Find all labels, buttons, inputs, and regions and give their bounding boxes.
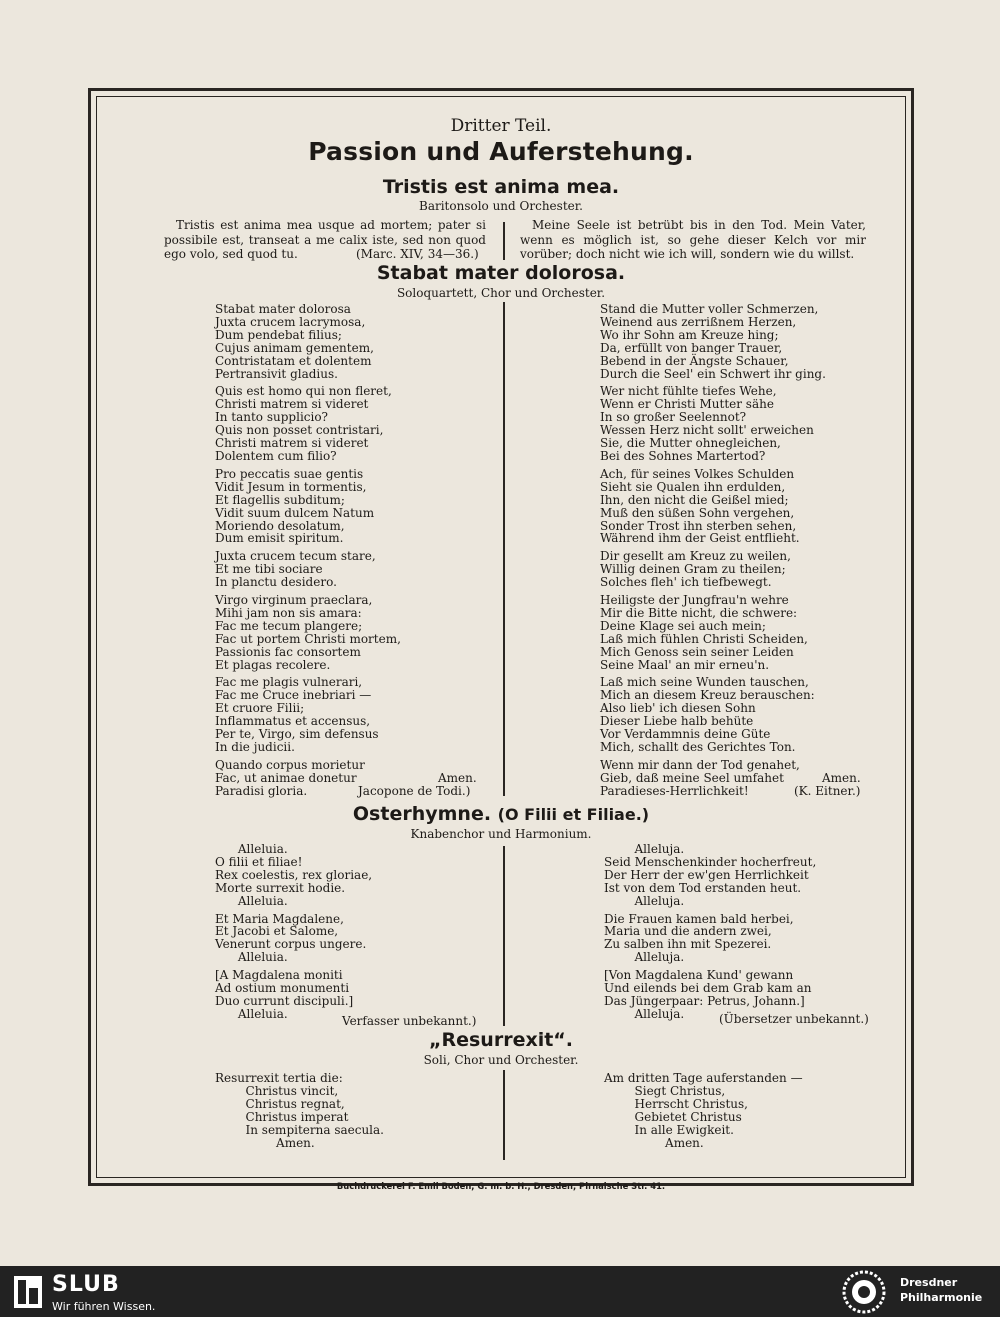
verse-line: In tanto supplicio? — [215, 410, 328, 425]
section-subtitle-oster: Knabenchor und Harmonium. — [410, 827, 592, 841]
stabat-german — [600, 303, 826, 798]
verse-line: O filii et filiae! — [215, 854, 303, 869]
verse-line: Das Jüngerpaar: Petrus, Johann.] — [604, 993, 805, 1008]
verse-line: Deine Klage sei auch mein; — [600, 618, 766, 633]
verse-line: Alleluia. — [215, 950, 288, 965]
verse-line: Moriendo desolatum, — [215, 518, 345, 533]
verse-line: Dum pendebat filius; — [215, 327, 342, 342]
verse-line: Ist von dem Tod erstanden heut. — [604, 880, 802, 895]
verse-line: Wessen Herz nicht sollt' erweichen — [600, 423, 814, 438]
verse-line: Dolentem cum filio? — [215, 448, 337, 463]
part-label: Dritter Teil. — [450, 116, 552, 136]
verse-line: Alleluja. — [604, 1006, 685, 1021]
oster-german — [604, 843, 816, 1021]
section-title-oster — [96, 803, 906, 825]
verse-line: Christi matrem si videret — [215, 436, 369, 451]
verse-line: Paradieses-Herrlichkeit! — [600, 783, 749, 798]
verse-line: Sonder Trost ihn sterben sehen, — [600, 518, 797, 533]
verse-line: Et flagellis subditum; — [215, 492, 345, 507]
stabat-latin — [215, 303, 401, 798]
tristis-latin: Tristis est anima mea usque ad mortem; pater si possibile est, transeat a me calix iste, sed non quod ego volo, sed quod tu. — [164, 218, 486, 261]
verse-line: [Von Magdalena Kund' gewann — [604, 968, 794, 983]
verse-line: Ad ostium monumenti — [215, 981, 350, 996]
verse-line: Virgo virginum praeclara, — [215, 593, 373, 608]
verse-line: Mich an diesem Kreuz berauschen: — [600, 688, 815, 703]
verse-line: Per te, Virgo, sim defensus — [215, 727, 379, 742]
verse-line: Die Frauen kamen bald herbei, — [604, 911, 794, 926]
verse-line: Mir die Bitte nicht, die schwere: — [600, 605, 798, 620]
verse-line: Gebietet Christus — [604, 1109, 742, 1124]
verse-line: Christi matrem si videret — [215, 397, 369, 412]
verse-line: Zu salben ihn mit Spezerei. — [604, 937, 772, 952]
verse-line: In so großer Seelennot? — [600, 410, 747, 425]
verse-line: Wenn er Christi Mutter sähe — [600, 397, 774, 412]
verse-line: Am dritten Tage auferstanden — — [604, 1071, 803, 1085]
verse-line: Der Herr der ew'gen Herrlichkeit — [604, 867, 809, 882]
verse-line: Contristatam et dolentem — [215, 353, 372, 368]
philharmonie-logo-icon — [842, 1270, 886, 1314]
verse-line: Christus imperat — [215, 1109, 349, 1124]
verse-line: Da, erfüllt von banger Trauer, — [600, 340, 783, 355]
oster-author-right: (Übersetzer unbekannt.) — [719, 1012, 869, 1026]
footer-brand: SLUB — [52, 1272, 120, 1297]
verse-line: Laß mich seine Wunden tauschen, — [600, 675, 809, 690]
verse-line: Dieser Liebe halb behüte — [600, 714, 754, 729]
verse-line: Juxta crucem lacrymosa, — [215, 314, 366, 329]
section-title-tristis: Tristis est anima mea. — [382, 176, 620, 198]
verse-line: Fac me Cruce inebriari — — [215, 688, 372, 703]
verse-line: Pro peccatis suae gentis — [215, 466, 364, 481]
verse-line: Venerunt corpus ungere. — [215, 937, 367, 952]
verse-line: Amen. — [604, 1135, 704, 1150]
oster-title-latin: (O Filii et Filiae.) — [497, 805, 650, 824]
verse-line: Amen. — [215, 1135, 315, 1150]
column-divider — [503, 222, 505, 260]
verse-line: Quis non posset contristari, — [215, 423, 384, 438]
verse-line: Duo currunt discipuli.] — [215, 993, 354, 1008]
verse-line: Alleluia. — [215, 1006, 288, 1021]
verse-line: Sie, die Mutter ohnegleichen, — [600, 436, 781, 451]
verse-line: Stabat mater dolorosa — [215, 302, 351, 316]
verse-line: Rex coelestis, rex gloriae, — [215, 867, 373, 882]
verse-line: In die judicii. — [215, 740, 295, 754]
verse-line: Vor Verdammnis deine Güte — [600, 727, 771, 742]
verse-line: Wo ihr Sohn am Kreuze hing; — [600, 327, 779, 342]
author-right: (K. Eitner.) — [794, 784, 861, 798]
verse-line: Alleluia. — [215, 842, 288, 856]
verse-line: Cujus animam gementem, — [215, 340, 374, 355]
verse-line: Et me tibi sociare — [215, 562, 323, 577]
verse-line: Mich Genoss sein seiner Leiden — [600, 644, 794, 659]
column-divider — [503, 1070, 505, 1160]
verse-line: Et plagas recolere. — [215, 657, 331, 672]
verse-line: Und eilends bei dem Grab kam an — [604, 981, 812, 996]
verse-line: Bebend in der Ängste Schauer, — [600, 353, 789, 368]
verse-line: Inflammatus et accensus, — [215, 714, 371, 729]
verse-line: Vidit Jesum in tormentis, — [215, 479, 367, 494]
verse-line: In planctu desidero. — [215, 575, 337, 590]
verse-line: Seine Maal' an mir erneu'n. — [600, 657, 770, 672]
verse-line: Seid Menschenkinder hocherfreut, — [604, 854, 817, 869]
verse-line: Resurrexit tertia die: — [215, 1071, 343, 1085]
tristis-reference: (Marc. XIV, 34—36.) — [352, 247, 479, 261]
verse-line: Quis est homo qui non fleret, — [215, 384, 392, 399]
section-subtitle-tristis: Baritonsolo und Orchester. — [419, 199, 583, 213]
verse-line: Et Maria Magdalene, — [215, 911, 344, 926]
verse-line: Alleluia. — [215, 893, 288, 908]
verse-line: Alleluja. — [604, 842, 685, 856]
verse-line: Heiligste der Jungfrau'n wehre — [600, 593, 789, 608]
verse-line: Wenn mir dann der Tod genahet, — [600, 757, 800, 772]
verse-line: Herrscht Christus, — [604, 1096, 748, 1111]
verse-line: Alleluja. — [604, 893, 685, 908]
oster-title: Osterhymne. — [352, 803, 492, 825]
amen-left: Amen. — [438, 771, 477, 785]
verse-line: Siegt Christus, — [604, 1083, 726, 1098]
partner-name-line1: Dresdner — [900, 1276, 958, 1289]
tristis-german: Meine Seele ist betrübt bis in den Tod. Mein Vater, wenn es möglich ist, so gehe dieser Kelch vor mir vorüber; doch nicht wie ich will, sondern wie du willst. — [520, 218, 866, 261]
verse-line: Fac me plagis vulnerari, — [215, 675, 363, 690]
footer-bar — [0, 1266, 1000, 1317]
verse-line: Morte surrexit hodie. — [215, 880, 346, 895]
verse-line: Vidit suum dulcem Natum — [215, 505, 375, 520]
verse-line: Christus regnat, — [215, 1096, 345, 1111]
column-divider — [503, 846, 505, 1026]
printer-imprint: Buchdruckerei F. Emil Boden, G. m. b. H., Dresden, Pirnaische Str. 41. — [336, 1181, 666, 1191]
verse-line: Mich, schallt des Gerichtes Ton. — [600, 740, 796, 754]
resurrexit-latin — [215, 1072, 384, 1149]
verse-line: Fac, ut animae donetur — [215, 770, 357, 785]
verse-line: Christus vincit, — [215, 1083, 339, 1098]
oster-latin — [215, 843, 372, 1021]
author-left: Jacopone de Todi.) — [358, 784, 471, 798]
verse-line: Bei des Sohnes Martertod? — [600, 448, 766, 463]
amen-right: Amen. — [822, 771, 861, 785]
section-title-stabat: Stabat mater dolorosa. — [376, 262, 626, 284]
verse-line: Laß mich fühlen Christi Scheiden, — [600, 631, 808, 646]
column-divider — [503, 302, 505, 796]
verse-line: Dum emisit spiritum. — [215, 531, 344, 546]
verse-line: [A Magdalena moniti — [215, 968, 343, 983]
verse-line: In sempiterna saecula. — [215, 1122, 384, 1137]
verse-line: Juxta crucem tecum stare, — [215, 549, 376, 564]
verse-line: Et Jacobi et Salome, — [215, 924, 339, 939]
verse-line: Wer nicht fühlte tiefes Wehe, — [600, 384, 777, 399]
verse-line: Dir gesellt am Kreuz zu weilen, — [600, 549, 791, 564]
verse-line: Weinend aus zerrißnem Herzen, — [600, 314, 797, 329]
verse-line: Et cruore Filii; — [215, 701, 305, 716]
verse-line: Passionis fac consortem — [215, 644, 361, 659]
resurrexit-german — [604, 1072, 803, 1149]
verse-line: Pertransivit gladius. — [215, 366, 338, 381]
verse-line: Solches fleh' ich tiefbewegt. — [600, 575, 772, 590]
verse-line: Maria und die andern zwei, — [604, 924, 772, 939]
verse-line: Gieb, daß meine Seel umfahet — [600, 770, 784, 785]
footer-tagline: Wir führen Wissen. — [52, 1300, 156, 1313]
verse-line: Quando corpus morietur — [215, 757, 365, 772]
partner-name-line2: Philharmonie — [900, 1291, 983, 1304]
oster-author-left: Verfasser unbekannt.) — [342, 1014, 477, 1028]
verse-line: Sieht sie Qualen ihn erdulden, — [600, 479, 786, 494]
verse-line: Alleluja. — [604, 950, 685, 965]
verse-line: Paradisi gloria. — [215, 783, 308, 798]
page-title: Passion und Auferstehung. — [308, 137, 694, 166]
verse-line: Fac me tecum plangere; — [215, 618, 363, 633]
verse-line: Während ihm der Geist entflieht. — [600, 531, 800, 546]
verse-line: Muß den süßen Sohn vergehen, — [600, 505, 795, 520]
section-subtitle-stabat: Soloquartett, Chor und Orchester. — [396, 286, 606, 300]
verse-line: Fac ut portem Christi mortem, — [215, 631, 401, 646]
verse-line: Stand die Mutter voller Schmerzen, — [600, 302, 819, 316]
verse-line: Durch die Seel' ein Schwert ihr ging. — [600, 366, 826, 381]
verse-line: In alle Ewigkeit. — [604, 1122, 734, 1137]
verse-line: Ach, für seines Volkes Schulden — [600, 466, 795, 481]
verse-line: Ihn, den nicht die Geißel mied; — [600, 492, 789, 507]
section-subtitle-resurrexit: Soli, Chor und Orchester. — [423, 1053, 579, 1067]
verse-line: Willig deinen Gram zu theilen; — [600, 562, 786, 577]
slub-logo-icon — [14, 1276, 42, 1308]
verse-line: Mihi jam non sis amara: — [215, 605, 362, 620]
verse-line: Also lieb' ich diesen Sohn — [600, 701, 756, 716]
section-title-resurrexit: „Resurrexit“. — [428, 1029, 574, 1051]
